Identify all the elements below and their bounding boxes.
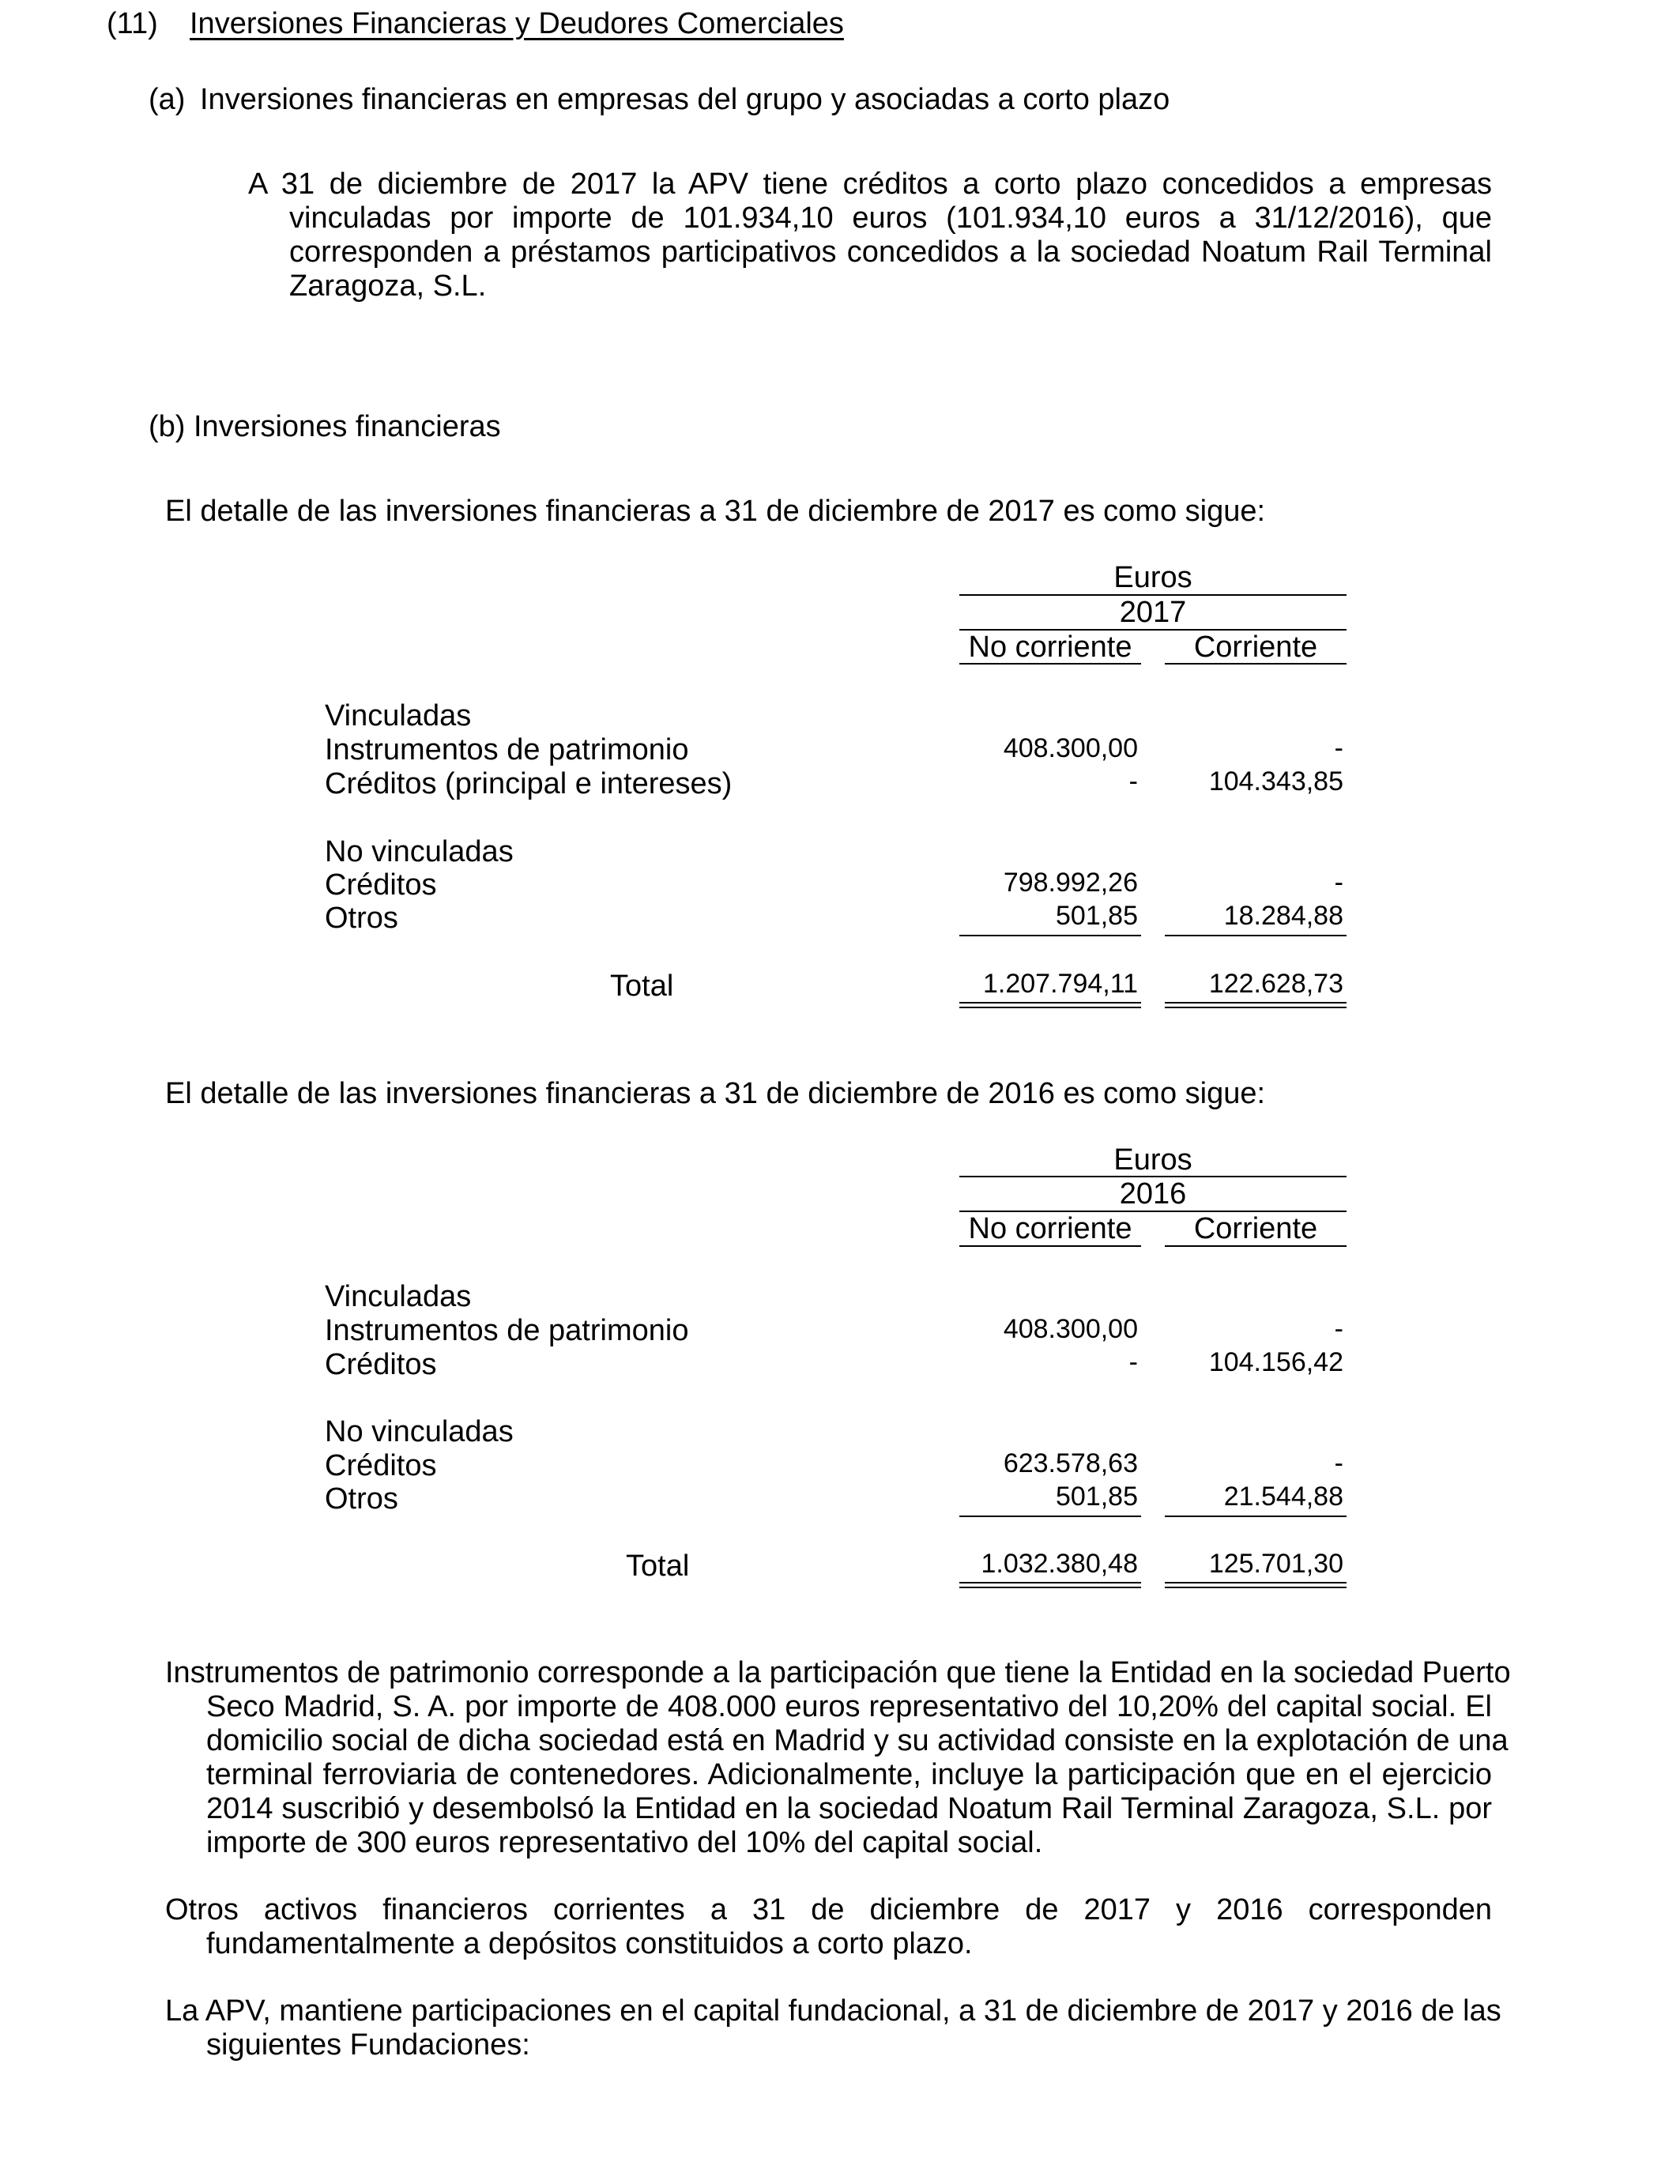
paragraph-line: corresponden a préstamos participativos concedidos a la sociedad Noatum Rail Terminal (289, 235, 1492, 269)
subsection-a-paragraph (248, 168, 1492, 303)
cell-value: - (1334, 733, 1343, 763)
cell-value: - (1128, 1347, 1138, 1377)
subsection-a-label: (a) (149, 83, 186, 116)
column-header-corriente: Corriente (1193, 1212, 1318, 1245)
cell-value: 623.578,63 (1003, 1448, 1138, 1478)
paragraph-line: Zaragoza, S.L. (289, 269, 487, 303)
cell-value: 104.156,42 (1208, 1347, 1343, 1377)
total-double-rule (1165, 1582, 1347, 1583)
column-header-corriente: Corriente (1193, 631, 1318, 664)
subsection-b-title: (b) Inversiones financieras (149, 410, 501, 443)
total-double-rule (959, 1587, 1141, 1588)
total-value: 1.032.380,48 (981, 1549, 1138, 1579)
table-2016-year: 2016 (1119, 1177, 1187, 1211)
paragraph-line: Seco Madrid, S. A. por importe de 408.000 euros representativo del 10,20% del capital social. El (206, 1690, 1492, 1723)
total-double-rule (1165, 1587, 1347, 1588)
cell-value: - (1334, 1448, 1343, 1478)
cell-value: 408.300,00 (1003, 1314, 1138, 1344)
row-group-vinculadas: Vinculadas (325, 1280, 472, 1313)
row-group-no-vinculadas: No vinculadas (325, 1415, 514, 1448)
paragraph-line: domicilio social de dicha sociedad está en Madrid y su actividad consiste en la explotación de una (206, 1724, 1509, 1757)
paragraph-line: A 31 de diciembre de 2017 la APV tiene créditos a corto plazo concedidos a empresas (248, 168, 1492, 201)
cell-value: - (1128, 766, 1138, 796)
subtotal-rule (959, 935, 1141, 936)
paragraph-line: Otros activos financieros corrientes a 31 de diciembre de 2017 y 2016 corresponden (165, 1893, 1492, 1926)
table-2017-intro: El detalle de las inversiones financieras a 31 de diciembre de 2017 es como sigue: (165, 495, 1266, 528)
total-label: Total (626, 1550, 690, 1583)
row-label: Otros (325, 1482, 398, 1516)
paragraph-line: terminal ferroviaria de contenedores. Adicionalmente, incluye la participación que en el ejercicio (206, 1758, 1492, 1791)
cell-value: 501,85 (1056, 1482, 1138, 1512)
cell-value: - (1334, 1314, 1343, 1344)
row-label: Otros (325, 902, 398, 935)
total-double-rule (959, 1007, 1141, 1008)
row-label: Créditos (principal e intereses) (325, 767, 733, 800)
table-2017-currency: Euros (1113, 561, 1192, 594)
row-group-no-vinculadas: No vinculadas (325, 835, 514, 868)
subtotal-rule (1165, 1516, 1347, 1517)
paragraph-line: importe de 300 euros representativo del 10% del capital social. (206, 1826, 1043, 1859)
subsection-a-title: Inversiones financieras en empresas del grupo y asociadas a corto plazo (200, 83, 1170, 116)
row-label: Instrumentos de patrimonio (325, 1314, 689, 1347)
column-rule (1165, 1245, 1347, 1247)
row-label: Instrumentos de patrimonio (325, 733, 689, 766)
cell-value: - (1334, 868, 1343, 898)
column-header-no-corriente: No corriente (968, 1212, 1132, 1245)
cell-value: 21.544,88 (1223, 1482, 1343, 1512)
paragraph-line: Instrumentos de patrimonio corresponde a la participación que tiene la Entidad en la sociedad Puerto (165, 1656, 1511, 1689)
row-group-vinculadas: Vinculadas (325, 699, 472, 732)
subtotal-rule (959, 1516, 1141, 1517)
cell-value: 798.992,26 (1003, 868, 1138, 898)
total-double-rule (959, 1582, 1141, 1583)
row-label: Créditos (325, 1449, 437, 1482)
column-header-no-corriente: No corriente (968, 631, 1132, 664)
paragraph-line: vinculadas por importe de 101.934,10 euros (101.934,10 euros a 31/12/2016), que (289, 201, 1492, 235)
cell-value: 501,85 (1056, 901, 1138, 931)
note-instrumentos-patrimonio (165, 1656, 1511, 1860)
cell-value: 104.343,85 (1208, 766, 1343, 796)
cell-value: 18.284,88 (1223, 901, 1343, 931)
subtotal-rule (1165, 935, 1347, 936)
row-label: Créditos (325, 868, 437, 902)
total-double-rule (1165, 1002, 1347, 1004)
total-double-rule (1165, 1007, 1347, 1008)
cell-value: 408.300,00 (1003, 733, 1138, 763)
section-number: (11) (107, 7, 158, 40)
paragraph-line: fundamentalmente a depósitos constituidos a corto plazo. (206, 1927, 973, 1960)
table-2016-currency: Euros (1113, 1143, 1192, 1177)
total-value: 122.628,73 (1208, 969, 1343, 999)
total-double-rule (959, 1002, 1141, 1004)
total-value: 125.701,30 (1208, 1549, 1343, 1579)
table-2016-intro: El detalle de las inversiones financieras a 31 de diciembre de 2016 es como sigue: (165, 1077, 1266, 1110)
row-label: Créditos (325, 1348, 437, 1381)
total-label: Total (610, 970, 674, 1003)
note-otros-activos (165, 1893, 1492, 1961)
total-value: 1.207.794,11 (983, 969, 1138, 999)
column-rule (1165, 663, 1347, 665)
column-rule (959, 1245, 1141, 1247)
paragraph-line: 2014 suscribió y desembolsó la Entidad en la sociedad Noatum Rail Terminal Zaragoza, S.L. por (206, 1792, 1492, 1825)
note-fundaciones (165, 1994, 1501, 2062)
paragraph-line: La APV, mantiene participaciones en el capital fundacional, a 31 de diciembre de 2017 y 2016 de las (165, 1994, 1501, 2028)
paragraph-line: siguientes Fundaciones: (206, 2028, 530, 2062)
table-2017-year: 2017 (1119, 596, 1187, 629)
column-rule (959, 663, 1141, 665)
section-title: Inversiones Financieras y Deudores Comerciales (190, 7, 844, 40)
